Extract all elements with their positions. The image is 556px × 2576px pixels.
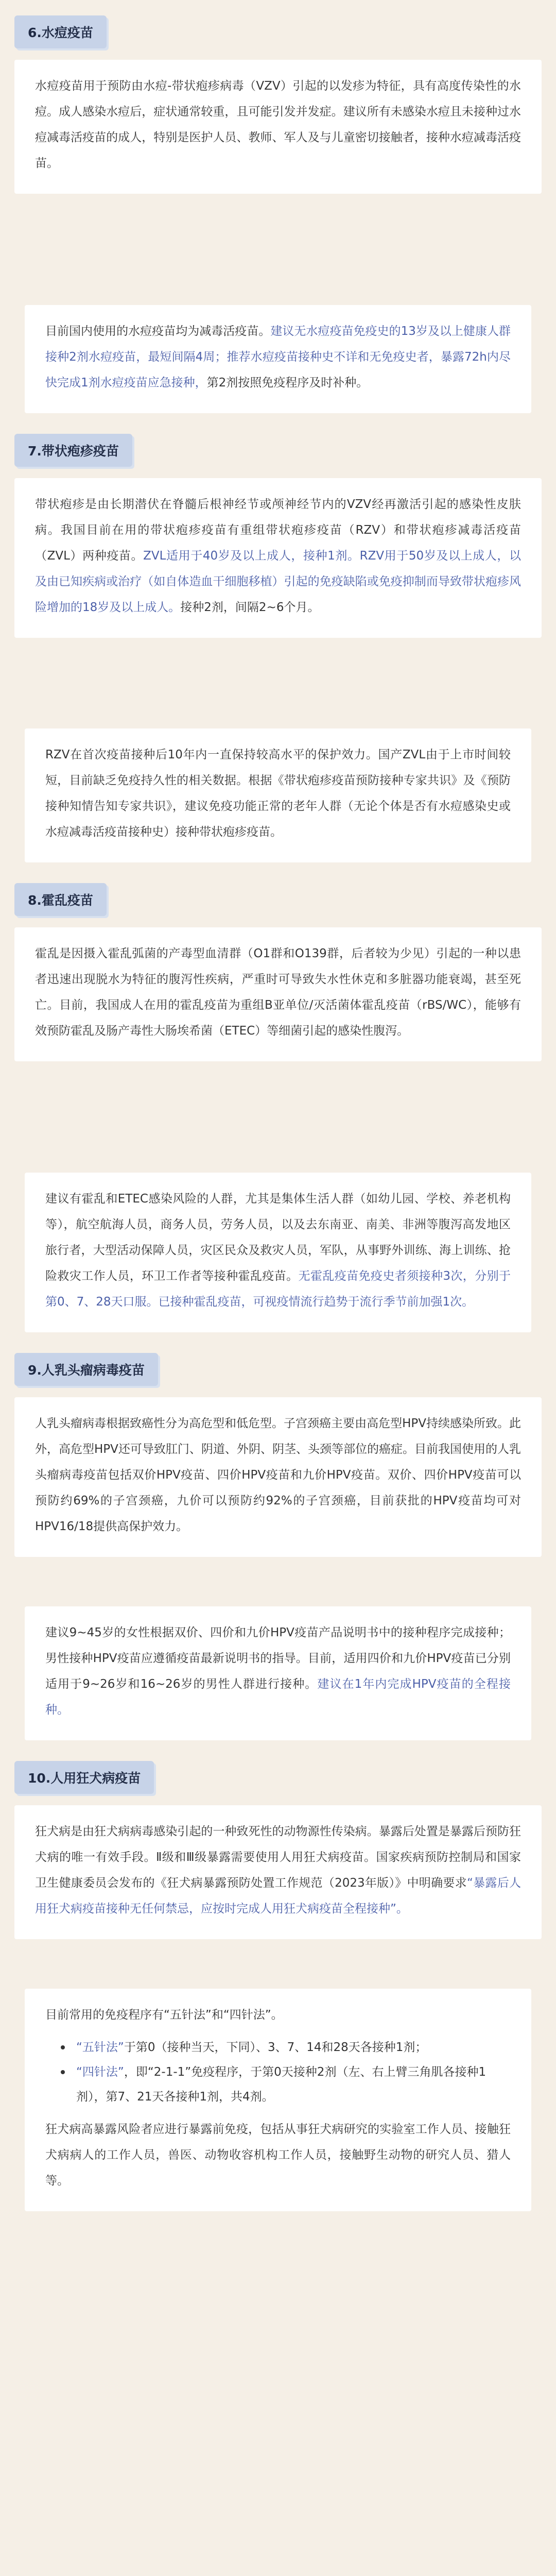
content-card [14, 927, 542, 1061]
paragraph-text: 接种2剂，间隔2~6个月。 [180, 601, 320, 614]
list-item [45, 2035, 511, 2060]
content-card [25, 305, 531, 413]
list-item [45, 2060, 511, 2109]
blank-gap [14, 1570, 542, 1606]
highlight-text: 无霍乱疫苗免疫史者须接种3次，分别于第0、7、28天口服。已接种霍乱疫苗，可视疫情流行趋势于流行季节前加强1次。 [45, 1269, 511, 1309]
section-tag: 8.霍乱疫苗 [14, 883, 107, 916]
paragraph-text: 建议9~45岁的女性根据双价、四价和九价HPV疫苗产品说明书中的接种程序完成接种；男性接种HPV疫苗应遵循疫苗最新说明书的指导。目前，适用四价和九价HPV疫苗已分别适用于9~26岁和16~26岁的男性人群进行接种。 [45, 1626, 511, 1691]
paragraph-text: 目前国内使用的水痘疫苗均为减毒活疫苗。 [45, 325, 271, 338]
paragraph-text: 狂犬病是由狂犬病病毒感染引起的一种致死性的动物源性传染病。暴露后处置是暴露后预防狂犬病的唯一有效手段。Ⅱ级和Ⅲ级暴露需要使用人用狂犬病疫苗。国家疾病预防控制局和国家卫生健康委员会发布的《狂犬病暴露预防处置工作规范（2023年版）》中明确要求 [35, 1825, 521, 1890]
blank-gap [14, 1075, 542, 1173]
blank-gap [14, 207, 542, 305]
highlight-text: ZVL适用于40岁及以上成人，接种1剂。RZV用于50岁及以上成人，以及由已知疾病或治疗（如自体造血干细胞移植）引起的免疫缺陷或免疫抑制而导致带状疱疹风险增加的18岁及以上成人。 [35, 549, 521, 614]
paragraph-text: 带状疱疹是由长期潜伏在脊髓后根神经节或颅神经节内的VZV经再激活引起的感染性皮肤病。我国目前在用的带状疱疹疫苗有重组带状疱疹疫苗（RZV）和带状疱疹减毒活疫苗（ZVL）两种疫苗。 [35, 498, 521, 563]
section-herpes-zoster [14, 434, 542, 862]
paragraph: 霍乱是因摄入霍乱弧菌的产毒型血清群（O1群和O139群，后者较为少见）引起的一种以患者迅速出现脱水为特征的腹泻性疾病，严重时可导致失水性休克和多脏器功能衰竭，甚至死亡。目前，我国成人在用的霍乱疫苗为重组B亚单位/灭活菌体霍乱疫苗（rBS/WC），能够有效预防霍乱及肠产毒性大肠埃希菌（ETEC）等细菌引起的感染性腹泻。 [35, 947, 521, 1038]
section-tag: 6.水痘疫苗 [14, 15, 107, 48]
paragraph: 目前常用的免疫程序有“五针法”和“四针法”。 [45, 2008, 283, 2022]
section-rabies [14, 1761, 542, 2211]
paragraph: 人乳头瘤病毒根据致癌性分为高危型和低危型。子宫颈癌主要由高危型HPV持续感染所致。此外，高危型HPV还可导致肛门、阴道、外阴、阴茎、头颈等部位的癌症。目前我国使用的人乳头瘤病毒疫苗包括双价HPV疫苗、四价HPV疫苗和九价HPV疫苗。双价、四价HPV疫苗可以预防约69%的子宫颈癌，九价可以预防约92%的子宫颈癌，目前获批的HPV疫苗均可对HPV16/18提供高保护效力。 [35, 1417, 521, 1533]
bullet-dot-icon [61, 2070, 65, 2074]
paragraph [35, 492, 521, 620]
section-cholera [14, 883, 542, 1332]
content-card [14, 1397, 542, 1557]
highlight-text: “五针法” [76, 2041, 124, 2054]
content-card [25, 728, 531, 862]
paragraph: 水痘疫苗用于预防由水痘-带状疱疹病毒（VZV）引起的以发疹为特征，具有高度传染性的水痘。成人感染水痘后，症状通常较重，且可能引发并发症。建议所有未感染水痘且未接种过水痘减毒活疫苗的成人，特别是医护人员、教师、军人及与儿童密切接触者，接种水痘减毒活疫苗。 [35, 79, 521, 170]
content-card [25, 1989, 531, 2211]
blank-gap [14, 651, 542, 728]
paragraph-text: 建议有霍乱和ETEC感染风险的人群，尤其是集体生活人群（如幼儿园、学校、养老机构等），航空航海人员，商务人员，劳务人员，以及去东南亚、南美、非洲等腹泻高发地区旅行者，大型活动保障人员，灾区民众及救灾人员，军队，从事野外训练、海上训练、抢险救灾工作人员，环卫工作者等接种霍乱疫苗。 [45, 1192, 511, 1283]
content-card [14, 1805, 542, 1939]
schedule-list [45, 2035, 511, 2109]
list-item-text: 于第0（接种当天，下同）、3、7、14和28天各接种1剂； [124, 2041, 427, 2054]
paragraph [35, 1819, 521, 1922]
highlight-text: 建议无水痘疫苗免疫史的13岁及以上健康人群接种2剂水痘疫苗，最短间隔4周；推荐水痘疫苗接种史不详和无免疫史者，暴露72h内尽快完成1剂水痘疫苗应急接种， [45, 325, 511, 389]
blank-gap [14, 1953, 542, 1989]
content-card [25, 1173, 531, 1332]
content-card [25, 1606, 531, 1740]
section-tag: 7.带状疱疹疫苗 [14, 434, 132, 467]
paragraph [45, 1186, 511, 1315]
section-hpv [14, 1353, 542, 1740]
highlight-text: “四针法” [76, 2065, 124, 2079]
paragraph [45, 1620, 511, 1723]
section-tag: 10.人用狂犬病疫苗 [14, 1761, 154, 1794]
content-card [14, 478, 542, 638]
section-tag: 9.人乳头瘤病毒疫苗 [14, 1353, 158, 1386]
highlight-text: “暴露后人用狂犬病疫苗接种无任何禁忌，应按时完成人用狂犬病疫苗全程接种”。 [35, 1876, 521, 1916]
list-item-text: ，即“2-1-1”免疫程序，于第0天接种2剂（左、右上臂三角肌各接种1剂），第7、21天各接种1剂，共4剂。 [76, 2065, 486, 2104]
content-card [14, 60, 542, 194]
section-varicella [14, 15, 542, 413]
highlight-text: 建议在1年内完成HPV疫苗的全程接种。 [45, 1677, 511, 1717]
paragraph [45, 318, 511, 396]
bullet-dot-icon [61, 2045, 65, 2049]
paragraph: 狂犬病高暴露风险者应进行暴露前免疫，包括从事狂犬病研究的实验室工作人员、接触狂犬病病人的工作人员，兽医、动物收容机构工作人员，接触野生动物的研究人员、猎人等。 [45, 2123, 511, 2188]
paragraph: RZV在首次疫苗接种后10年内一直保持较高水平的保护效力。国产ZVL由于上市时间较短，目前缺乏免疫持久性的相关数据。根据《带状疱疹疫苗预防接种专家共识》及《预防接种知情告知专家共识》，建议免疫功能正常的老年人群（无论个体是否有水痘感染史或水痘减毒活疫苗接种史）接种带状疱疹疫苗。 [45, 748, 511, 839]
paragraph-text: 第2剂按照免疫程序及时补种。 [206, 376, 369, 389]
